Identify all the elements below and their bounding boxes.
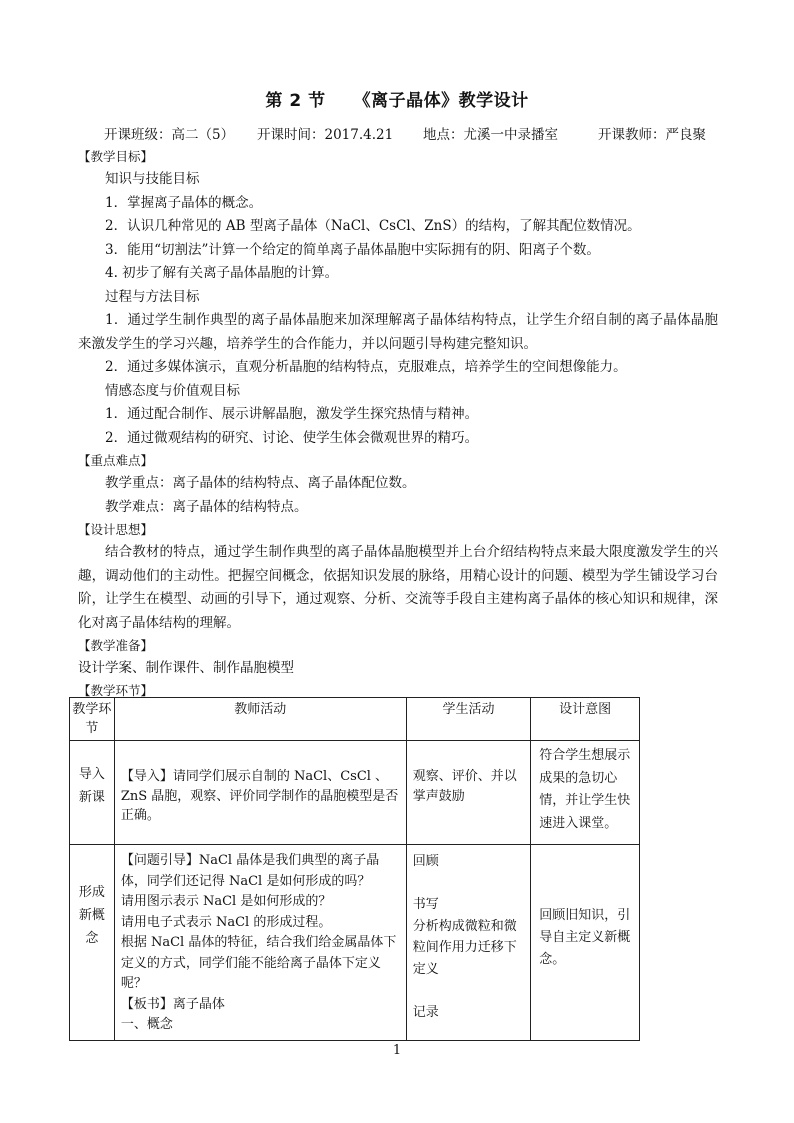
emotion-goal-item: 2．通过微观结构的研究、讨论、使学生体会微观世界的精巧。 — [105, 429, 479, 446]
process-goal-item: 1．通过学生制作典型的离子晶体晶胞来加深理解离子晶体结构特点，让学生介绍自制的离子晶体晶胞来激发学生的学习兴趣，培养学生的合作能力，并以问题引导构建完整知识。 — [78, 312, 718, 352]
knowledge-goal-item: 1．掌握离子晶体的概念。 — [105, 194, 263, 211]
document-body — [78, 146, 718, 702]
header-cell-stage: 教学环节 — [70, 698, 115, 741]
table-row — [70, 845, 640, 1041]
section-heading-goals: 【教学目标】 — [78, 149, 154, 164]
design-intent-cell: 符合学生想展示成果的急切心情，并让学生快速进入课堂。 — [531, 741, 640, 845]
teaching-focus: 教学重点：离子晶体的结构特点、离子晶体配位数。 — [105, 475, 416, 491]
stage-cell: 导入 新课 — [70, 741, 115, 845]
teacher-activity-cell: 【问题引导】NaCl 晶体是我们典型的离子晶体，同学们还记得 NaCl 是如何形成的吗？ 请用图示表示 NaCl 是如何形成的？ 请用电子式表示 NaCl 的形成过程。 根据 NaCl 晶体的特征，结合我们给金属晶体下定义的方式，同学们能不能给离子晶体下定义呢？ 【板书】离子晶体 一、概念 — [114, 845, 406, 1041]
knowledge-goal-item: 4. 初步了解有关离子晶体晶胞的计算。 — [105, 265, 339, 281]
teaching-steps-table — [69, 697, 640, 1041]
meta-place: 地点：尤溪一中录播室 — [423, 127, 558, 143]
meta-time: 开课时间：2017.4.21 — [257, 127, 394, 143]
teaching-difficulty: 教学难点：离子晶体的结构特点。 — [105, 498, 308, 515]
section-heading-key-points: 【重点难点】 — [78, 453, 154, 468]
design-intent-cell: 回顾旧知识，引导自主定义新概念。 — [531, 845, 640, 1041]
table-header-row — [70, 698, 640, 741]
design-idea-paragraph: 结合教材的特点，通过学生制作典型的离子晶体晶胞模型并上台介绍结构特点来最大限度激发学生的兴趣，调动他们的主动性。把握空间概念，依据知识发展的脉络，用精心设计的问题、模型为学生铺设学习台阶，让学生在模型、动画的引导下，通过观察、分析、交流等手段自主建构离子晶体的核心知识和规律，深化对离子晶体结构的理解。 — [78, 544, 718, 631]
section-heading-steps: 【教学环节】 — [78, 683, 154, 698]
knowledge-goal-item: 3．能用“切割法”计算一个给定的简单离子晶体晶胞中实际拥有的阴、阳离子个数。 — [105, 241, 600, 258]
title-section: 第 2 节 — [265, 91, 326, 111]
prep-text: 设计学案、制作课件、制作晶胞模型 — [78, 660, 294, 676]
title-main: 《离子晶体》教学设计 — [353, 91, 529, 111]
header-cell-student: 学生活动 — [406, 698, 531, 741]
emotion-goal-title: 情感态度与价值观目标 — [105, 382, 240, 399]
process-goal-item: 2．通过多媒体演示，直观分析晶胞的结构特点，克服难点，培养学生的空间想像能力。 — [105, 359, 627, 375]
section-heading-prep: 【教学准备】 — [78, 638, 154, 653]
student-activity-cell: 观察、评价、并以掌声鼓励 — [406, 741, 531, 845]
table-row — [70, 741, 640, 845]
meta-teacher: 开课教师：严良聚 — [598, 127, 706, 143]
meta-class: 开课班级：高二（5） — [104, 127, 235, 143]
process-goal-title: 过程与方法目标 — [105, 288, 200, 305]
header-cell-teacher: 教师活动 — [114, 698, 406, 741]
student-activity-cell: 回顾 书写 分析构成微粒和微粒间作用力迁移下定义 记录 — [406, 845, 531, 1041]
knowledge-goal-title: 知识与技能目标 — [105, 171, 200, 187]
document-title — [0, 86, 794, 111]
teacher-activity-cell: 【导入】请同学们展示自制的 NaCl、CsCl 、ZnS 晶胞，观察、评价同学制作的晶胞模型是否正确。 — [114, 741, 406, 845]
emotion-goal-item: 1．通过配合制作、展示讲解晶胞，激发学生探究热情与精神。 — [105, 406, 479, 422]
header-cell-intent: 设计意图 — [531, 698, 640, 741]
knowledge-goal-item: 2．认识几种常见的 AB 型离子晶体（NaCl、CsCl、ZnS）的结构，了解其配位数情况。 — [105, 218, 641, 234]
page-number: 1 — [392, 1043, 402, 1058]
section-heading-design: 【设计思想】 — [78, 522, 154, 537]
stage-cell: 形成 新概 念 — [70, 845, 115, 1041]
